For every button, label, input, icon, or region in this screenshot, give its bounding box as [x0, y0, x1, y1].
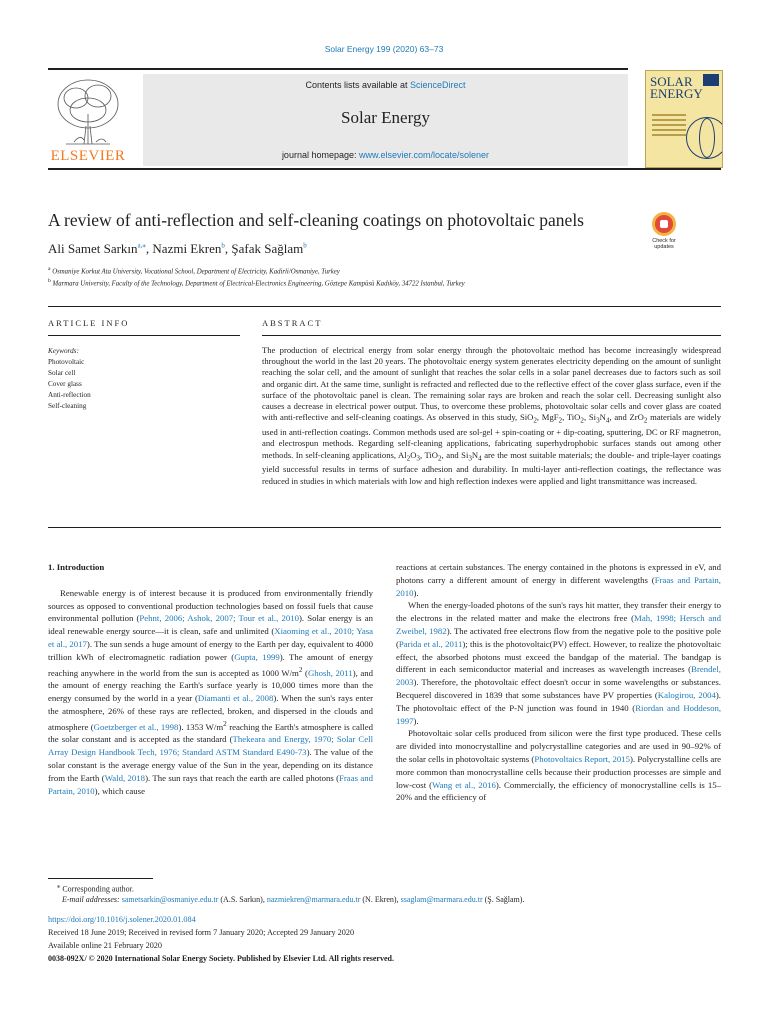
citation-link[interactable]: Thekeara and Energy, 1970; Solar Cell Array Design Handbook Tech, 1976; Standard ASTM Standard E490-73 [48, 734, 374, 758]
homepage-link[interactable]: www.elsevier.com/locate/solener [359, 150, 490, 160]
header-rule-bottom [48, 168, 721, 170]
citation-link[interactable]: Goetzberger et al., 1998 [93, 721, 179, 732]
homepage-prefix: journal homepage: [281, 150, 359, 160]
citation-link[interactable]: Diamanti et al., 2008 [197, 693, 274, 704]
author-name[interactable]: Nazmi Ekren [152, 241, 222, 256]
journal-name: Solar Energy [341, 108, 430, 127]
cover-text-lines [652, 111, 686, 139]
citation-link[interactable]: Ghosh, 2011 [307, 667, 353, 678]
body-paragraph: Photovoltaic solar cells produced from silicon were the first type produced. These cells are divided into monocrystalline and polycrystalline categories and are used in 90–92% of the solar cells in photovoltaic systems (Photovoltaics Report, 2015). Polycrystalline cells are more common than monocrystalline cells because their production processes are simple and low-cost (Wang et al., 2016). Commercially, the efficiency of monocrystalline cells is 15–20% and the efficiency of [396, 728, 722, 803]
affiliation: $^b$ Marmara University, Faculty of the Technology, Department of Electrical-Electronics Engineering, Göztepe Kampüsü Kadıköy, 34722 Istanbul, Turkey [48, 278, 465, 288]
article-info-heading: ARTICLE INFO [48, 318, 130, 328]
author-affiliation-marker[interactable]: b [303, 241, 307, 250]
citation-link[interactable]: Wang et al., 2016 [432, 779, 496, 790]
corresponding-author-note: ⁎ Corresponding author. [57, 883, 134, 894]
journal-cover-thumbnail[interactable] [645, 70, 723, 168]
citation-link[interactable]: Parida et al., 2011 [398, 638, 463, 649]
email-link[interactable]: sametsarkin@osmaniye.edu.tr [121, 895, 219, 904]
publisher-badge-icon [703, 74, 719, 86]
author-affiliation-marker[interactable]: a,⁎ [137, 241, 146, 250]
crossmark-label: Check for updates [652, 238, 676, 250]
received-dates: Received 18 June 2019; Received in revised form 7 January 2020; Accepted 29 January 2020 [48, 928, 355, 937]
contents-available [143, 80, 628, 90]
footnote-rule [48, 878, 153, 879]
body-column-left [48, 561, 373, 797]
keyword: Photovoltaic [48, 358, 85, 366]
elsevier-tree-icon [46, 74, 130, 150]
keywords-block [48, 346, 91, 412]
online-date: Available online 21 February 2020 [48, 941, 162, 950]
email-link[interactable]: ssaglam@marmara.edu.tr [400, 895, 483, 904]
author-name[interactable]: Ali Samet Sarkın [48, 241, 138, 256]
journal-citation[interactable]: Solar Energy 199 (2020) 63–73 [324, 44, 444, 54]
article-info-rule [48, 335, 240, 336]
author-name[interactable]: Şafak Sağlam [231, 241, 304, 256]
keyword: Cover glass [48, 380, 82, 388]
contents-prefix: Contents lists available at [305, 80, 411, 90]
sciencedirect-link[interactable]: ScienceDirect [410, 80, 466, 90]
email-addresses: E-mail addresses: sametsarkin@osmaniye.edu.tr (A.S. Sarkın), nazmiekren@marmara.edu.tr (N. Ekren), ssaglam@marmara.edu.tr (Ş. Sağlam). [62, 895, 525, 904]
body-paragraph: Renewable energy is of interest because it is produced from environmentally friendly sources as opposed to conventional production technologies based on fossil fuels that cause environmental pollution (Pehnt, 2006; Ashok, 2007; Tour et al., 2010). Solar energy is an ideal renewable energy source—it is clean, safe and unlimited (Xiaoming et al., 2010; Yasa et al., 2017). The sun sends a huge amount of energy to the Earth per day, equivalent to 4000 trillion kWh of electromagnetic radiation power (Gupta, 1999). The amount of energy reaching anywhere in the world from the sun is accepted as 1000 $W/m^2$ (Ghosh, 2011), and the amount of energy reaching the Earth's surface yearly is 10,000 times more than the energy consumed by the world in a year (Diamanti et al., 2008). When the sun's rays enter the atmosphere, 26% of these rays are reflected, broken, and dispersed in the clouds and atmosphere (Goetzberger et al., 1998). 1353 $W/m^2$ reaching the Earth's atmosphere is called the solar constant and is accepted as the standard (Thekeara and Energy, 1970; Solar Cell Array Design Handbook Tech, 1976; Standard ASTM Standard E490-73). The value of the solar constant is the average energy value of the Sun in the year, depending on its distance from the Earth (Wald, 2018). The sun rays that reach the earth are called photons (Fraas and Partain, 2010), which cause [48, 587, 374, 796]
email-link[interactable]: nazmiekren@marmara.edu.tr [266, 895, 361, 904]
abstract-text: The production of electrical energy from solar energy through the photovoltaic method has become increasingly widespread throughout the world in the last 20 years. The photovoltaic energy system generates electricity depending on the amount of sunlight reaching the solar cell, and the amount of sunlight that reaches the solar cells in a solar panel decreases due to factors such as soil and organic dirt. At the same time, sunlight is refracted and reflected due to the reflective effect of the cover glass surface, even if the surface of the photovoltaic panel is clean. The remaining solar rays are broken and reach the solar cell. Decreasing sunlight also causes a decrease in electrical power output. Thus, to overcome these problems, photovoltaic solar cells and cover glass are coated with anti-reflective and self-cleaning coatings. As observed in this study, SiO$_2$, MgF$_2$, TiO$_2$, $Si_3N_4$, and ZrO$_2$ materials are widely used in anti-reflection coatings. Common methods used are sol-gel + spin-coating or + dip-coating, sputtering, DC or RF magnetron, and electrospun methods. Regarding self-cleaning applications, fabricating superhydrophobic surfaces stands out among other methods. In self-cleaning applications, $Al_2O_3$, TiO$_2$, and $Si_3N_4$ are the most suitable materials; the double- and triple-layer coatings yield successful results in terms of surface adhesion and durability. In multi-layer anti-reflection coatings, the reflectance was reduced in studies in which materials with low and high reflection indexes were applied and light transmittance was increased. [262, 345, 722, 486]
email-label: E-mail addresses: [62, 895, 120, 904]
keyword: Solar cell [48, 369, 76, 377]
body-paragraph: reactions at certain substances. The energy contained in the photons is expressed in eV, and photons carry a different amount of energy in different wavelengths (Fraas and Partain, 2010). [396, 562, 721, 598]
citation-link[interactable]: Wald, 2018 [104, 772, 146, 783]
journal-homepage [143, 150, 628, 160]
crossmark-icon [652, 212, 676, 236]
elsevier-wordmark: ELSEVIER [50, 148, 126, 164]
section-heading: 1. Introduction [48, 562, 105, 572]
elsevier-logo[interactable] [46, 74, 130, 166]
doi-link[interactable]: https://doi.org/10.1016/j.solener.2020.01.084 [48, 915, 196, 924]
citation-link[interactable]: Photovoltaics Report, 2015 [534, 753, 630, 764]
header-rule-top [48, 68, 628, 70]
body-column-right [396, 561, 721, 804]
section-rule [48, 306, 721, 307]
keyword: Anti-reflection [48, 391, 91, 399]
citation-link[interactable]: Xiaoming et al., 2010; Yasa et al., 2017 [48, 626, 373, 649]
citation-link[interactable]: Brendel, 2003 [396, 664, 721, 688]
keywords-label: Keywords: [48, 347, 79, 355]
globe-icon [686, 117, 723, 159]
abstract-heading: ABSTRACT [262, 318, 323, 328]
citation-link[interactable]: Pehnt, 2006; Ashok, 2007; Tour et al., 2010 [139, 613, 299, 624]
author-list: Ali Samet Sarkın$^{a,⁎}$, Nazmi Ekren$^b$, Şafak Sağlam$^b$ [48, 241, 307, 256]
abstract-rule [262, 335, 721, 336]
cover-title: SOLAR ENERGY [650, 74, 703, 101]
citation-link[interactable]: Kalogirou, 2004 [657, 689, 716, 700]
citation-link[interactable]: Fraas and Partain, 2010 [48, 772, 374, 796]
copyright-notice: 0038-092X/ © 2020 International Solar Energy Society. Published by Elsevier Ltd. All rights reserved. [48, 954, 394, 963]
citation-link[interactable]: Fraas and Partain, 2010 [396, 574, 721, 598]
section-rule [48, 527, 721, 528]
author-affiliation-marker[interactable]: b [221, 241, 225, 250]
journal-header-box [143, 74, 628, 166]
citation-link[interactable]: Riordan and Hoddeson, 1997 [396, 702, 722, 726]
body-paragraph: When the energy-loaded photons of the sun's rays hit matter, they transfer their energy to the electrons in the related matter and make the electrons free (Mah, 1998; Hersch and Zweibel, 1982). The activated free electrons flow from the negative pole to the positive pole (Parida et al., 2011); this is the photovoltaic(PV) effect. However, to realize the photovoltaic effect, the absorbed photons must exceed the bandgap of the material. The bandgap is different in each semiconductor material and increases as wavelength increases (Brendel, 2003). Therefore, the photovoltaic effect doesn't occur in some wavelengths or substances. Becquerel discovered in 1839 that some substances have PV properties (Kalogirou, 2004). The photovoltaic effect of the P-N junction was found in 1940 (Riordan and Hoddeson, 1997). [396, 600, 722, 726]
keyword: Self-cleaning [48, 402, 87, 410]
article-title: A review of anti-reflection and self-cleaning coatings on photovoltaic panels [48, 210, 584, 230]
affiliation: $^a$ Osmaniye Korkut Ata University, Vocational School, Department of Electricity, Kadirli/Osmaniye, Turkey [48, 266, 340, 276]
citation-link[interactable]: Gupta, 1999 [234, 651, 280, 662]
check-for-updates-badge[interactable] [646, 212, 682, 256]
citation-link[interactable]: Mah, 1998; Hersch and Zweibel, 1982 [396, 613, 722, 636]
